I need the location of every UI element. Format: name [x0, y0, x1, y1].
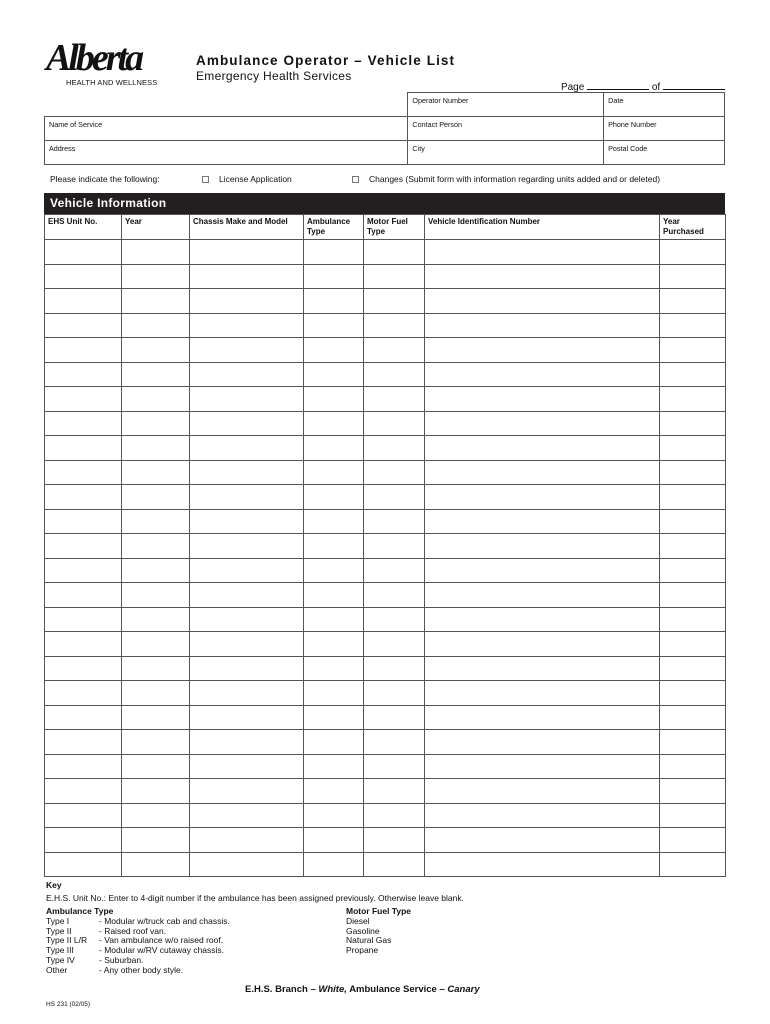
service-info-table	[44, 92, 725, 165]
table-cell[interactable]	[425, 289, 660, 314]
table-cell[interactable]	[364, 387, 425, 412]
date-label: Date	[608, 96, 624, 105]
table-cell[interactable]	[364, 681, 425, 706]
table-cell[interactable]	[190, 607, 304, 632]
alberta-logo	[46, 37, 170, 87]
table-row	[45, 313, 726, 338]
table-cell[interactable]	[304, 656, 364, 681]
table-cell[interactable]	[190, 338, 304, 363]
table-cell[interactable]	[45, 289, 122, 314]
table-cell[interactable]	[425, 558, 660, 583]
table-cell[interactable]	[304, 681, 364, 706]
key-item: Other - Any other body style.	[46, 964, 184, 975]
table-cell[interactable]	[122, 338, 190, 363]
table-cell[interactable]	[304, 362, 364, 387]
key-item: Type II - Raised roof van.	[46, 925, 167, 936]
vehicle-table-header-row	[45, 215, 726, 240]
table-cell[interactable]	[304, 509, 364, 534]
table-cell[interactable]	[190, 362, 304, 387]
table-row	[45, 289, 726, 314]
key-item: Diesel	[346, 915, 370, 926]
table-cell[interactable]	[660, 387, 726, 412]
table-cell[interactable]	[190, 730, 304, 755]
address-field[interactable]	[45, 141, 408, 165]
key-item: Type III - Modular w/RV cutaway chassis.	[46, 945, 225, 956]
table-cell[interactable]	[304, 411, 364, 436]
table-cell[interactable]	[425, 534, 660, 559]
table-cell[interactable]	[45, 436, 122, 461]
address-label: Address	[49, 144, 76, 153]
name-of-service-label: Name of Service	[49, 120, 103, 129]
table-cell[interactable]	[45, 803, 122, 828]
table-cell[interactable]	[425, 607, 660, 632]
page-label: Page	[560, 82, 585, 93]
table-cell[interactable]	[304, 705, 364, 730]
col-year: Year	[122, 215, 190, 240]
table-cell[interactable]	[190, 534, 304, 559]
table-cell[interactable]	[425, 240, 660, 265]
table-cell[interactable]	[304, 828, 364, 853]
table-cell[interactable]	[364, 852, 425, 877]
changes-option[interactable]	[352, 174, 660, 184]
of-label: of	[651, 82, 661, 93]
table-cell[interactable]	[660, 534, 726, 559]
table-cell[interactable]	[45, 338, 122, 363]
table-cell[interactable]	[190, 240, 304, 265]
table-cell[interactable]	[45, 411, 122, 436]
table-cell[interactable]	[304, 632, 364, 657]
table-cell[interactable]	[660, 264, 726, 289]
table-cell[interactable]	[45, 681, 122, 706]
table-cell[interactable]	[364, 338, 425, 363]
table-cell[interactable]	[190, 583, 304, 608]
table-cell[interactable]	[190, 436, 304, 461]
table-cell[interactable]	[425, 803, 660, 828]
table-cell[interactable]	[425, 705, 660, 730]
table-cell[interactable]	[190, 509, 304, 534]
table-cell[interactable]	[45, 705, 122, 730]
table-cell[interactable]	[364, 632, 425, 657]
table-cell[interactable]	[304, 803, 364, 828]
motor-fuel-key	[346, 907, 411, 956]
table-cell[interactable]	[425, 485, 660, 510]
table-cell[interactable]	[425, 387, 660, 412]
table-cell[interactable]	[190, 387, 304, 412]
table-cell[interactable]	[190, 828, 304, 853]
table-cell[interactable]	[364, 558, 425, 583]
contact-person-label: Contact Person	[412, 120, 462, 129]
table-row	[45, 754, 726, 779]
table-cell[interactable]	[304, 289, 364, 314]
col-motor-fuel-type: Motor Fuel Type	[364, 215, 425, 240]
table-row	[45, 436, 726, 461]
table-cell[interactable]	[122, 485, 190, 510]
table-cell[interactable]	[45, 656, 122, 681]
phone-number-label: Phone Number	[608, 120, 657, 129]
table-cell[interactable]	[45, 583, 122, 608]
page-title: Ambulance Operator – Vehicle List	[196, 53, 456, 68]
logo-subtext: HEALTH AND WELLNESS	[66, 78, 158, 87]
changes-checkbox[interactable]	[352, 176, 359, 183]
name-of-service-field[interactable]	[45, 117, 408, 141]
table-cell[interactable]	[45, 730, 122, 755]
table-cell[interactable]	[122, 436, 190, 461]
col-ehs-unit-no: EHS Unit No.	[45, 215, 122, 240]
table-cell[interactable]	[304, 338, 364, 363]
table-cell[interactable]	[45, 362, 122, 387]
table-cell[interactable]	[660, 411, 726, 436]
table-cell[interactable]	[190, 264, 304, 289]
table-cell[interactable]	[364, 730, 425, 755]
table-cell[interactable]	[425, 583, 660, 608]
table-row	[45, 852, 726, 877]
table-row	[45, 509, 726, 534]
table-cell[interactable]	[304, 852, 364, 877]
table-cell[interactable]	[304, 583, 364, 608]
table-cell[interactable]	[660, 607, 726, 632]
table-cell[interactable]	[45, 264, 122, 289]
table-cell[interactable]	[660, 828, 726, 853]
table-cell[interactable]	[425, 264, 660, 289]
table-cell[interactable]	[45, 779, 122, 804]
table-cell[interactable]	[190, 313, 304, 338]
table-cell[interactable]	[660, 754, 726, 779]
ambulance-type-key	[46, 907, 230, 976]
indicate-label: Please indicate the following:	[50, 174, 160, 184]
table-cell[interactable]	[364, 240, 425, 265]
table-cell[interactable]	[304, 607, 364, 632]
table-cell[interactable]	[45, 558, 122, 583]
table-cell[interactable]	[122, 681, 190, 706]
table-cell[interactable]	[364, 705, 425, 730]
table-cell[interactable]	[122, 509, 190, 534]
date-field[interactable]	[604, 93, 725, 117]
table-cell[interactable]	[660, 779, 726, 804]
table-row	[45, 607, 726, 632]
table-cell[interactable]	[122, 852, 190, 877]
table-cell[interactable]	[190, 289, 304, 314]
table-cell[interactable]	[364, 411, 425, 436]
table-cell[interactable]	[190, 558, 304, 583]
changes-label: Changes (Submit form with information regarding units added and or deleted)	[369, 174, 661, 184]
table-row	[45, 387, 726, 412]
table-cell[interactable]	[190, 656, 304, 681]
operator-number-label: Operator Number	[412, 96, 469, 105]
table-cell[interactable]	[660, 583, 726, 608]
operator-number-field[interactable]	[408, 93, 604, 117]
table-row	[45, 828, 726, 853]
table-cell[interactable]	[660, 289, 726, 314]
table-cell[interactable]	[425, 754, 660, 779]
table-cell[interactable]	[425, 656, 660, 681]
page-number-field[interactable]	[587, 89, 649, 90]
table-cell[interactable]	[190, 803, 304, 828]
table-cell[interactable]	[425, 436, 660, 461]
table-cell[interactable]	[190, 411, 304, 436]
motor-fuel-title: Motor Fuel Type	[346, 906, 412, 916]
table-cell[interactable]	[660, 362, 726, 387]
table-cell[interactable]	[122, 583, 190, 608]
table-cell[interactable]	[660, 632, 726, 657]
table-cell[interactable]	[122, 313, 190, 338]
table-cell[interactable]	[122, 289, 190, 314]
table-cell[interactable]	[364, 779, 425, 804]
license-application-option[interactable]	[202, 174, 292, 184]
table-cell[interactable]	[425, 828, 660, 853]
table-cell[interactable]	[364, 460, 425, 485]
key-item: Propane	[346, 945, 379, 956]
table-cell[interactable]	[122, 534, 190, 559]
table-cell[interactable]	[45, 852, 122, 877]
table-row	[45, 681, 726, 706]
table-cell[interactable]	[190, 460, 304, 485]
table-cell[interactable]	[660, 436, 726, 461]
table-cell[interactable]	[122, 362, 190, 387]
table-cell[interactable]	[122, 730, 190, 755]
table-cell[interactable]	[190, 681, 304, 706]
table-cell[interactable]	[425, 411, 660, 436]
table-cell[interactable]	[425, 681, 660, 706]
table-cell[interactable]	[122, 411, 190, 436]
table-cell[interactable]	[122, 779, 190, 804]
table-cell[interactable]	[304, 779, 364, 804]
license-application-checkbox[interactable]	[202, 176, 209, 183]
table-cell[interactable]	[660, 240, 726, 265]
table-cell[interactable]	[122, 828, 190, 853]
table-cell[interactable]	[304, 558, 364, 583]
table-row	[45, 338, 726, 363]
table-cell[interactable]	[425, 730, 660, 755]
table-cell[interactable]	[45, 313, 122, 338]
table-row	[45, 656, 726, 681]
col-chassis-make-model: Chassis Make and Model	[190, 215, 304, 240]
table-cell[interactable]	[660, 803, 726, 828]
vehicle-table	[44, 214, 726, 877]
table-row	[45, 411, 726, 436]
table-cell[interactable]	[425, 632, 660, 657]
table-cell[interactable]	[660, 656, 726, 681]
table-row	[45, 558, 726, 583]
table-cell[interactable]	[304, 264, 364, 289]
table-cell[interactable]	[660, 730, 726, 755]
logo-wordmark: Alberta	[46, 37, 142, 79]
table-cell[interactable]	[425, 779, 660, 804]
table-cell[interactable]	[364, 436, 425, 461]
license-application-label: License Application	[219, 174, 292, 184]
ambulance-type-title: Ambulance Type	[46, 906, 114, 916]
key-item: Gasoline	[346, 925, 380, 936]
table-cell[interactable]	[304, 730, 364, 755]
table-cell[interactable]	[364, 509, 425, 534]
table-cell[interactable]	[304, 460, 364, 485]
table-cell[interactable]	[122, 754, 190, 779]
table-row	[45, 705, 726, 730]
key-item: Type II L/R - Van ambulance w/o raised roof.	[46, 935, 224, 946]
key-title: Key	[46, 880, 62, 890]
table-cell[interactable]	[45, 607, 122, 632]
col-year-purchased: Year Purchased	[660, 215, 726, 240]
table-row	[45, 460, 726, 485]
distribution-footer: E.H.S. Branch – White, Ambulance Service – Canary	[245, 984, 480, 995]
table-row	[45, 779, 726, 804]
table-cell[interactable]	[304, 754, 364, 779]
table-row	[45, 362, 726, 387]
table-cell[interactable]	[304, 387, 364, 412]
table-row	[45, 264, 726, 289]
table-cell[interactable]	[304, 313, 364, 338]
table-cell[interactable]	[122, 705, 190, 730]
table-cell[interactable]	[122, 803, 190, 828]
table-cell[interactable]	[122, 460, 190, 485]
page-total-field[interactable]	[663, 89, 725, 90]
table-row	[45, 534, 726, 559]
table-cell[interactable]	[660, 509, 726, 534]
table-cell[interactable]	[425, 509, 660, 534]
table-cell[interactable]	[45, 460, 122, 485]
page-subtitle: Emergency Health Services	[196, 69, 352, 83]
key-item: Type I - Modular w/truck cab and chassis.	[46, 915, 230, 926]
city-field[interactable]	[408, 141, 604, 165]
contact-person-field[interactable]	[408, 117, 604, 141]
table-cell[interactable]	[364, 264, 425, 289]
table-row	[45, 803, 726, 828]
table-cell[interactable]	[122, 240, 190, 265]
table-cell[interactable]	[304, 485, 364, 510]
table-row	[45, 485, 726, 510]
table-cell[interactable]	[45, 509, 122, 534]
table-cell[interactable]	[45, 387, 122, 412]
key-ehs-note: E.H.S. Unit No.: Enter to 4-digit number if the ambulance has been assigned previously. Otherwise leave blank.	[46, 893, 464, 903]
table-cell[interactable]	[45, 534, 122, 559]
city-label: City	[412, 144, 425, 153]
table-cell[interactable]	[425, 852, 660, 877]
table-cell[interactable]	[45, 754, 122, 779]
table-cell[interactable]	[660, 485, 726, 510]
table-cell[interactable]	[122, 264, 190, 289]
table-cell[interactable]	[364, 656, 425, 681]
table-cell[interactable]	[45, 485, 122, 510]
table-cell[interactable]	[304, 240, 364, 265]
table-row	[45, 583, 726, 608]
table-row	[45, 730, 726, 755]
table-cell[interactable]	[364, 583, 425, 608]
table-cell[interactable]	[122, 387, 190, 412]
table-cell[interactable]	[660, 460, 726, 485]
form-number: HS 231 (02/05)	[46, 1001, 91, 1008]
table-cell[interactable]	[122, 632, 190, 657]
table-cell[interactable]	[304, 436, 364, 461]
table-cell[interactable]	[304, 534, 364, 559]
table-cell[interactable]	[660, 681, 726, 706]
table-cell[interactable]	[364, 534, 425, 559]
col-ambulance-type: Ambulance Type	[304, 215, 364, 240]
key-item: Type IV - Suburban.	[46, 954, 144, 965]
table-cell[interactable]	[660, 313, 726, 338]
table-cell[interactable]	[190, 705, 304, 730]
table-cell[interactable]	[190, 632, 304, 657]
table-cell[interactable]	[364, 803, 425, 828]
table-cell[interactable]	[364, 754, 425, 779]
table-cell[interactable]	[660, 705, 726, 730]
table-cell[interactable]	[364, 485, 425, 510]
table-row	[45, 632, 726, 657]
phone-number-field[interactable]	[604, 117, 725, 141]
table-cell[interactable]	[425, 313, 660, 338]
table-cell[interactable]	[364, 289, 425, 314]
table-cell[interactable]	[425, 460, 660, 485]
table-cell[interactable]	[190, 852, 304, 877]
table-cell[interactable]	[660, 852, 726, 877]
table-cell[interactable]	[45, 632, 122, 657]
table-cell[interactable]	[364, 828, 425, 853]
table-cell[interactable]	[122, 607, 190, 632]
table-cell[interactable]	[45, 240, 122, 265]
table-cell[interactable]	[364, 313, 425, 338]
postal-code-label: Postal Code	[608, 144, 648, 153]
table-cell[interactable]	[660, 558, 726, 583]
table-cell[interactable]	[190, 485, 304, 510]
table-cell[interactable]	[364, 607, 425, 632]
table-cell[interactable]	[364, 362, 425, 387]
col-vin: Vehicle Identification Number	[425, 215, 660, 240]
table-cell[interactable]	[190, 754, 304, 779]
table-cell[interactable]	[660, 338, 726, 363]
table-cell[interactable]	[122, 656, 190, 681]
table-row	[45, 240, 726, 265]
vehicle-information-header: Vehicle Information	[44, 193, 725, 214]
table-cell[interactable]	[190, 779, 304, 804]
table-cell[interactable]	[425, 338, 660, 363]
table-cell[interactable]	[45, 828, 122, 853]
postal-code-field[interactable]	[604, 141, 725, 165]
key-item: Natural Gas	[346, 935, 392, 946]
table-cell[interactable]	[425, 362, 660, 387]
table-cell[interactable]	[122, 558, 190, 583]
